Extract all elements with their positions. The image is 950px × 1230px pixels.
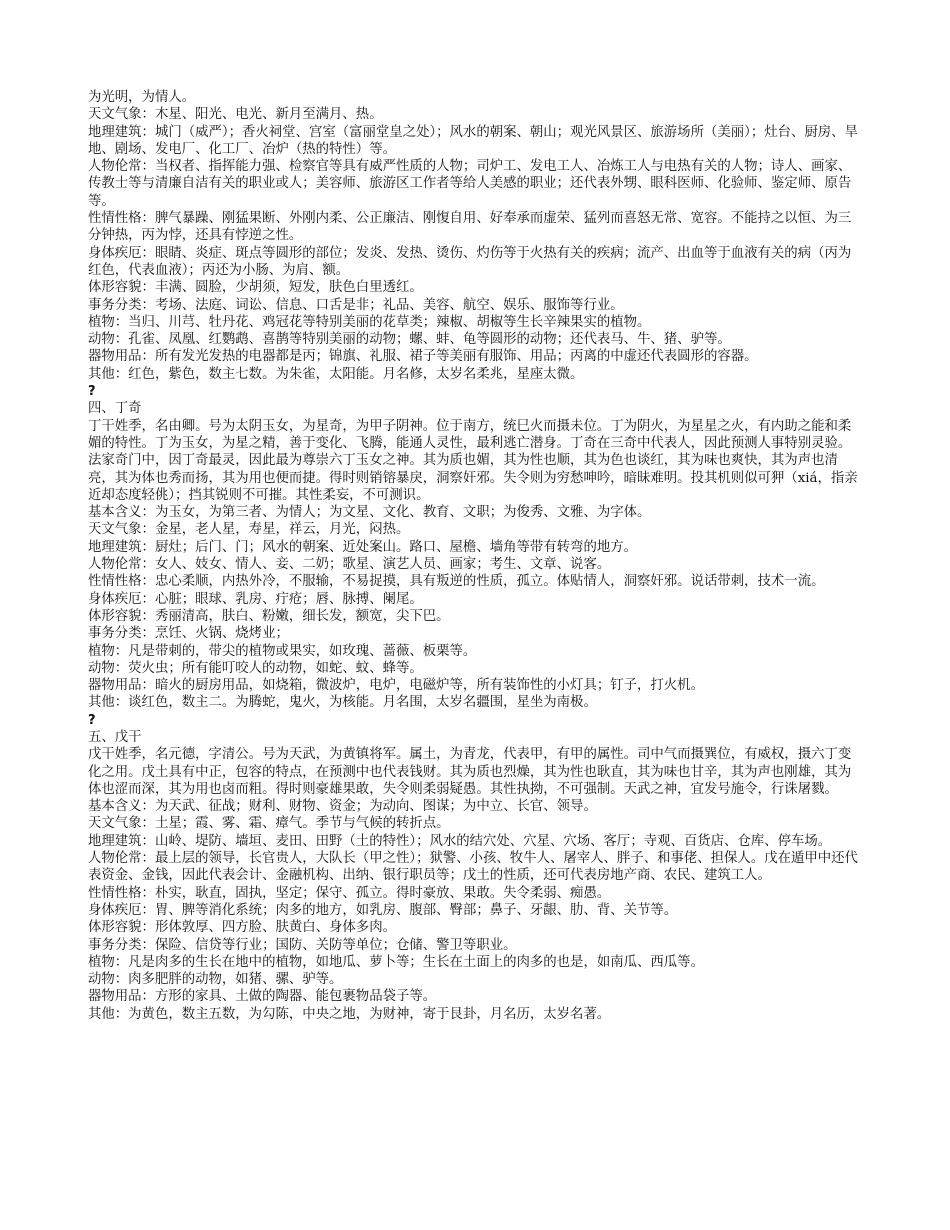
text-line: 体形容貌：丰满、圆脸，少胡须，短发，肤色白里透红。 — [88, 280, 423, 296]
question-mark-separator: ? — [88, 384, 96, 400]
text-line: 植物：凡是肉多的生长在地中的植物，如地瓜、萝卜等；生长在土面上的肉多的也是，如南瓜、西瓜等。 — [88, 954, 704, 970]
text-line: 其他：为黄色，数主五数，为勾陈，中央之地，为财神，寄于艮卦，月名历，太岁名著。 — [88, 1006, 611, 1022]
text-line: 人物伦常：最上层的领导，长官贵人，大队长（甲之性）；狱警、小孩、牧牛人、屠宰人、胖子、和事佬、担保人。戊在遁甲中还代表资金、金钱，因此代表会计、金融机构、出纳、银行职员等；戊土的性质，还可代表房地产商、农民、建筑工人。 — [88, 851, 858, 884]
text-line: 体形容貌：形体敦厚、四方脸、肤黄白、身体多肉。 — [88, 920, 396, 936]
text-line: 基本含义：为天武、征战；财利、财物、资金；为动向、图谋；为中立、长官、领导。 — [88, 799, 597, 815]
text-line: 性情性格：忠心柔顺，内热外冷，不服输，不易捉摸，具有叛逆的性质，孤立。体贴情人，洞察奸邪。说话带刺，技术一流。 — [88, 574, 825, 590]
text-line: 身体疾厄：胃、脾等消化系统；肉多的地方，如乳房、腹部、臀部；鼻子、牙龈、肋、背、关节等。 — [88, 902, 678, 918]
text-line: 动物：孔雀、凤凰、红鹦鹉、喜鹊等特别美丽的动物；螺、蚌、龟等圆形的动物；还代表马、牛、猪、驴等。 — [88, 332, 731, 348]
section-heading: 五、戊干 — [88, 729, 142, 745]
text-line: 其他：红色，紫色，数主七数。为朱雀，太阳能。月名修，太岁名柔兆，星座太微。 — [88, 366, 584, 382]
text-line: 地理建筑：山岭、堤防、墙垣、麦田、田野（土的特性）；风水的结穴处、穴星、穴场、客厅；寺观、百货店、仓库、停车场。 — [88, 833, 832, 849]
text-line: 身体疾厄：眼睛、炎症、斑点等圆形的部位；发炎、发热、烫伤、灼伤等于火热有关的疾病；流产、出血等于血液有关的病（丙为红色，代表血液）；丙还为小肠、为肩、额。 — [88, 245, 852, 278]
text-line: 器物用品：方形的家具、土做的陶器、能包裹物品袋子等。 — [88, 989, 437, 1005]
text-line: 事务分类：烹饪、火锅、烧烤业； — [88, 626, 289, 642]
question-mark-separator: ? — [88, 712, 96, 728]
text-line: 天文气象：木星、阳光、电光、新月至满月、热。 — [88, 107, 383, 123]
text-line: 为光明，为情人。 — [88, 90, 196, 105]
text-line: 植物：当归、川芎、牡丹花、鸡冠花等特别美丽的花草类；辣椒、胡椒等生长辛辣果实的植物。 — [88, 314, 651, 330]
section-intro-paragraph: 丁干姓季，名由卿。号为太阴玉女，为星奇，为甲子阴神。位于南方，统巳火而摄未位。丁为阴火，为星星之火，有内助之能和柔媚的特性。丁为玉女，为星之精，善于变化、飞腾，能通人灵性，最利逃亡潜身。丁奇在三奇中代表人，因此预测人事特别灵验。法家奇门中，因丁奇最灵，因此最为尊崇六丁玉女之神。其为质也媚，其为性也顺，其为色也谈红，其为味也爽快，其为声也清亮，其为体也秀而扬，其为用也便而捷。得时则销镕暴戾，洞察奸邪。失令则为穷愁呻吟，暗昧难明。投其机则似可狎（xiá，指亲近却态度轻佻）；挡其锐则不可摧。其性柔妄，不可测识。 — [88, 418, 858, 503]
text-line: 事务分类：考场、法庭、词讼、信息、口舌是非；礼品、美容、航空、娱乐、服饰等行业。 — [88, 297, 624, 313]
text-line: 器物用品：所有发光发热的电器都是丙；锦旗、礼服、裙子等美丽有服饰、用品；丙离的中虚还代表圆形的容器。 — [88, 349, 758, 365]
text-line: 动物：荧火虫；所有能叮咬人的动物，如蛇、蚊、蜂等。 — [88, 660, 423, 676]
text-line: 基本含义：为玉女，为第三者、为情人；为文星、文化、教育、文职；为俊秀、文雅、为字体。 — [88, 505, 651, 521]
text-line: 地理建筑：城门（威严）；香火祠堂、宫室（富丽堂皇之处）；风水的朝案、朝山；观光风景区、旅游场所（美丽）；灶台、厨房、旱地、剧场、发电厂、化工厂、冶炉（热的特性）等。 — [88, 124, 858, 157]
text-line: 天文气象：土星；霞、雾、霜、瘴气。季节与气候的转折点。 — [88, 816, 450, 832]
document-body — [88, 89, 862, 1023]
text-line: 天文气象：金星，老人星，寿星，祥云，月光，闷热。 — [88, 522, 410, 538]
text-line: 其他：谈红色，数主二。为腾蛇，鬼火，为核能。月名围，太岁名疆围，星坐为南极。 — [88, 695, 597, 711]
text-line: 人物伦常：女人、妓女、情人、妾、二奶；歌星、演艺人员、画家；考生、文章、说客。 — [88, 557, 611, 573]
section-heading: 四、丁奇 — [88, 401, 142, 417]
text-line: 事务分类：保险、信贷等行业；国防、关防等单位；仓储、警卫等职业。 — [88, 937, 517, 953]
section-intro-paragraph: 戊干姓季，名元德，字清公。号为天武，为黄镇将军。属土，为青龙，代表甲，有甲的属性。司中气而摄巽位，有威权，摄六丁变化之用。戊土具有中正，包容的特点，在预测中也代表钱财。其为质也烈燥，其为性也耿直，其为味也甘辛，其为声也刚雄，其为体也涩而深，其为用也卤而粗。得时则豪雄果敢，失令则柔弱疑愚。其性执拗，不可强制。天武之神，宜发号施令，行诛屠戮。 — [88, 747, 852, 797]
text-line: 体形容貌：秀丽清高，肤白、粉嫩，细长发，额宽，尖下巴。 — [88, 608, 450, 624]
text-line: 动物：肉多肥胖的动物，如猪、骡、驴等。 — [88, 972, 343, 988]
text-line: 植物：凡是带刺的，带尖的植物或果实，如玫瑰、蔷薇、板栗等。 — [88, 643, 477, 659]
text-line: 器物用品：暗火的厨房用品，如烧箱，微波炉，电炉，电磁炉等，所有装饰性的小灯具；钉子，打火机。 — [88, 678, 704, 694]
text-line: 性情性格：脾气暴躁、刚猛果断、外刚内柔、公正廉洁、刚愎自用、好奉承而虚荣、猛列而喜怒无常、宽容。不能持之以恒、为三分钟热，丙为悖，还具有悖逆之性。 — [88, 211, 852, 244]
text-line: 性情性格：朴实，耿直，固执，坚定；保守、孤立。得时豪放、果敢。失令柔弱、痴愚。 — [88, 885, 611, 901]
text-line: 人物伦常：当权者、指挥能力强、检察官等具有威严性质的人物；司炉工、发电工人、冶炼工人与电热有关的人物；诗人、画家、传教士等与清廉自洁有关的职业或人；美容师、旅游区工作者等给人美感的职业；还代表外甥、眼科医师、化验师、鉴定师、原告等。 — [88, 159, 852, 209]
text-line: 身体疾厄：心脏；眼球、乳房、疔疮；唇、脉搏、阑尾。 — [88, 591, 423, 607]
text-line: 地理建筑：厨灶；后门、门；风水的朝案、近处案山。路口、屋檐、墙角等带有转弯的地方。 — [88, 539, 638, 555]
